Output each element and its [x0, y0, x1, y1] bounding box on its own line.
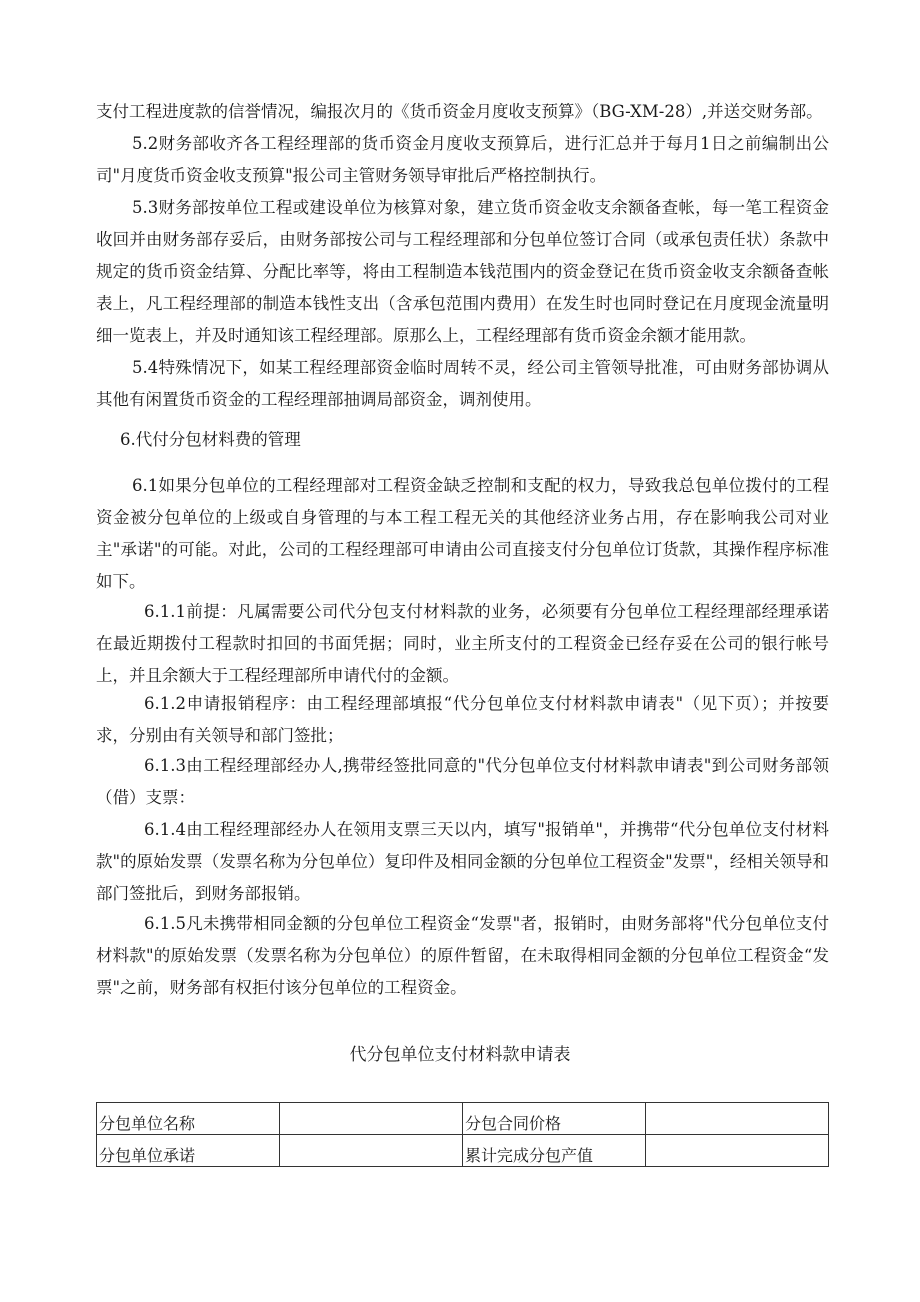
value-cumulative-output — [646, 1135, 829, 1167]
label-subcontractor-commitment: 分包单位承诺 — [97, 1135, 280, 1167]
paragraph-6-1-5: 6.1.5凡未携带相同金额的分包单位工程资金“发票"者，报销时，由财务部将"代分包单位支付材料款"的原始发票（发票名称为分包单位）的原件暂留，在未取得相同金额的分包单位工程资金“发票"之前，财务部有权拒付该分包单位的工程资金。 — [96, 914, 829, 997]
section-6-heading: 6.代付分包材料费的管理 — [120, 430, 301, 449]
table-row — [97, 1103, 829, 1135]
paragraph-6-1-1: 6.1.1前提：凡属需要公司代分包支付材料款的业务，必须要有分包单位工程经理部经理承诺在最近期拨付工程款时扣回的书面凭据；同时，业主所支付的工程资金已经存妥在公司的银行帐号上，并且余额大于工程经理部所申请代付的金额。 — [96, 602, 829, 685]
label-subcontractor-name: 分包单位名称 — [97, 1103, 280, 1135]
application-form-table — [96, 1102, 829, 1167]
value-contract-price — [646, 1103, 829, 1135]
paragraph-6-1: 6.1如果分包单位的工程经理部对工程资金缺乏控制和支配的权力，导致我总包单位拨付的工程资金被分包单位的上级或自身管理的与本工程工程无关的其他经济业务占用，存在影响我公司对业主"承诺"的可能。对此，公司的工程经理部可申请由公司直接支付分包单位订货款，其操作程序标准如下。 — [96, 476, 829, 591]
paragraph-5-4: 5.4特殊情况下，如某工程经理部资金临时周转不灵，经公司主管领导批准，可由财务部协调从其他有闲置货币资金的工程经理部抽调局部资金，调剂使用。 — [96, 358, 829, 409]
paragraph-5-3: 5.3财务部按单位工程或建设单位为核算对象，建立货币资金收支余额备查帐，每一笔工程资金收回并由财务部存妥后，由财务部按公司与工程经理部和分包单位签订合同（或承包责任状）条款中规定的货币资金结算、分配比率等，将由工程制造本钱范围内的资金登记在货币资金收支余额备查帐表上，凡工程经理部的制造本钱性支出（含承包范围内费用）在发生时也同时登记在月度现金流量明细一览表上，并及时通知该工程经理部。原那么上，工程经理部有货币资金余额才能用款。 — [96, 198, 829, 345]
value-subcontractor-commitment — [280, 1135, 463, 1167]
paragraph-6-1-2: 6.1.2申请报销程序：由工程经理部填报“代分包单位支付材料款申请表"（见下页）；并按要求，分别由有关领导和部门签批； — [96, 694, 829, 745]
paragraph-5-1-tail: 支付工程进度款的信誉情况，编报次月的《货币资金月度收支预算》（BG-XM-28）,并送交财务部。 — [96, 102, 823, 121]
paragraph-6-1-4: 6.1.4由工程经理部经办人在领用支票三天以内，填写"报销单"，并携带“代分包单位支付材料款"的原始发票（发票名称为分包单位）复印件及相同金额的分包单位工程资金"发票"，经相关领导和部门签批后，到财务部报销。 — [96, 820, 829, 903]
table-row — [97, 1135, 829, 1167]
form-title: 代分包单位支付材料款申请表 — [349, 1045, 571, 1065]
label-contract-price: 分包合同价格 — [463, 1103, 646, 1135]
label-cumulative-output: 累计完成分包产值 — [463, 1135, 646, 1167]
paragraph-5-2: 5.2财务部收齐各工程经理部的货币资金月度收支预算后，进行汇总并于每月1日之前编制出公司"月度货币资金收支预算"报公司主管财务领导审批后严格控制执行。 — [96, 134, 829, 185]
value-subcontractor-name — [280, 1103, 463, 1135]
paragraph-6-1-3: 6.1.3由工程经理部经办人,携带经签批同意的"代分包单位支付材料款申请表"到公司财务部领（借）支票： — [96, 756, 829, 807]
